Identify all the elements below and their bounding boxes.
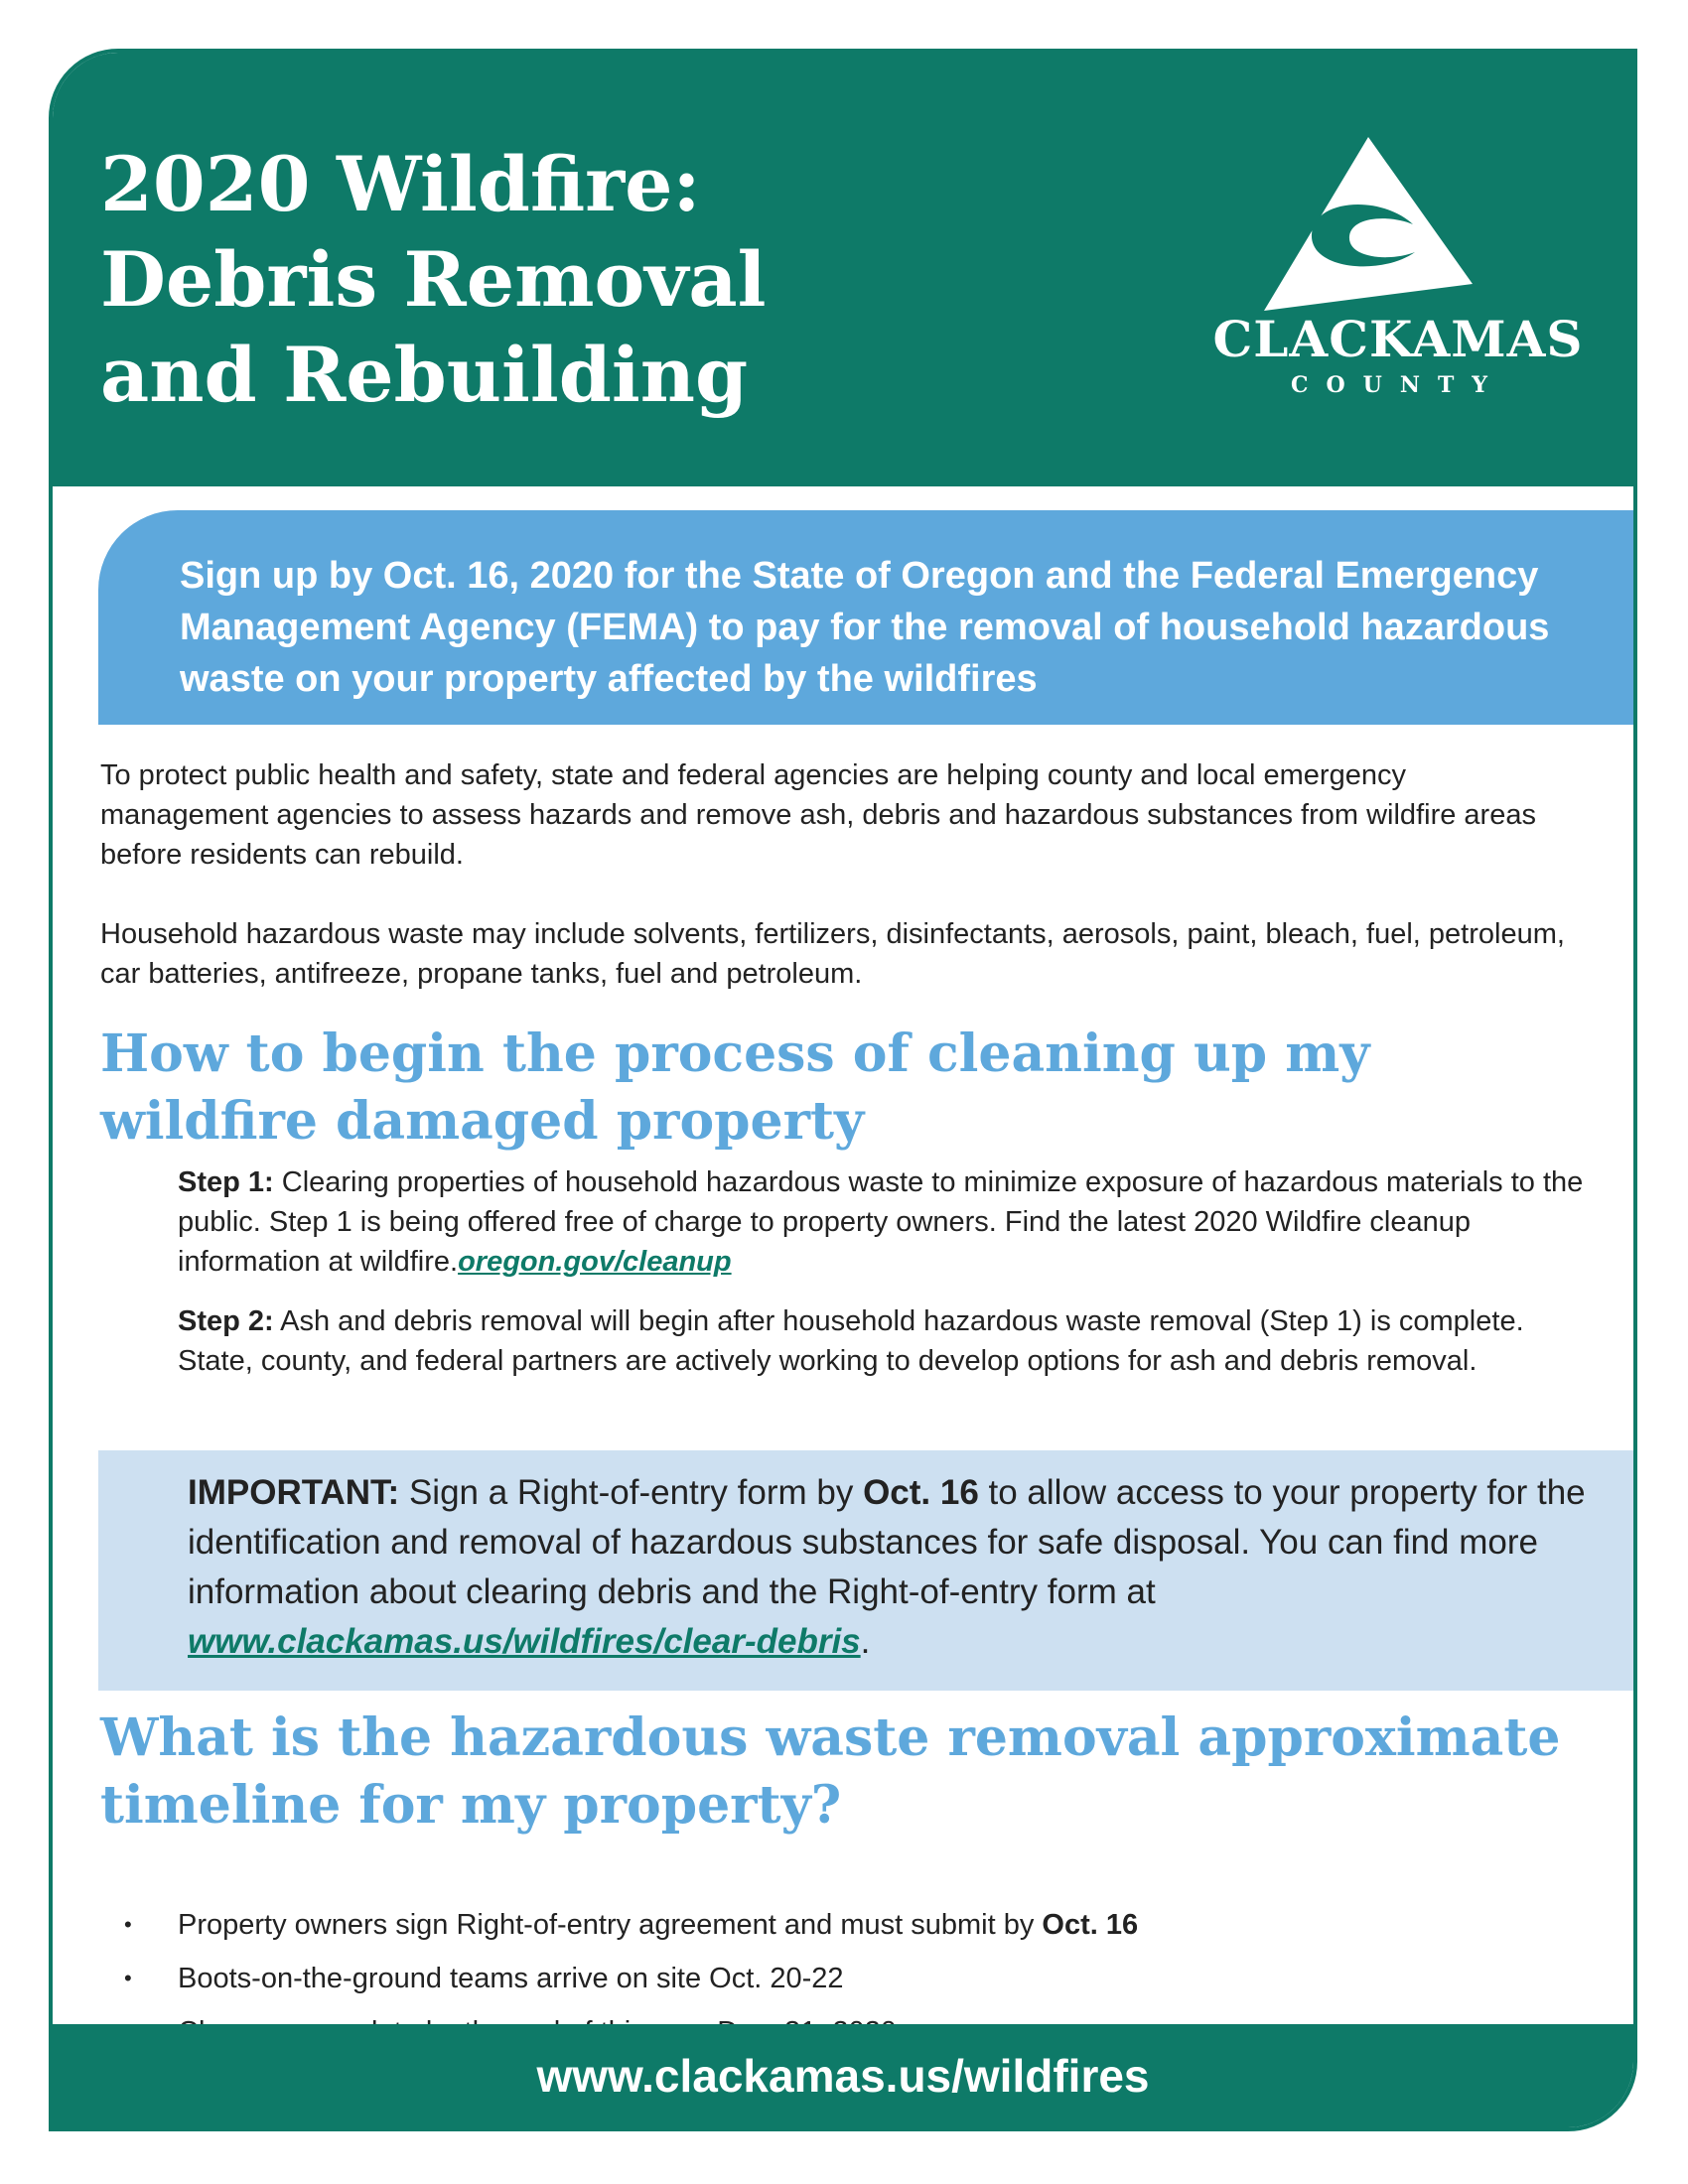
timeline-item-1 (100, 1905, 1570, 1959)
step-1 (178, 1162, 1588, 1282)
header-band (53, 53, 1633, 486)
triangle-logo-icon (1264, 137, 1473, 311)
important-notice-box (98, 1450, 1637, 1691)
clear-debris-link[interactable]: www.clackamas.us/wildfires/clear-debris (188, 1622, 861, 1661)
important-notice-text (188, 1468, 1598, 1667)
intro-paragraph-1: To protect public health and safety, state and federal agencies are helping county and local emergency management agencies to assess hazards and remove ash, debris and hazardous substances from wildfire areas before residents can rebuild. (100, 759, 1536, 871)
important-deadline: Oct. 16 (863, 1473, 979, 1512)
important-end: . (860, 1622, 871, 1661)
section-heading-timeline: What is the hazardous waste removal approximate timeline for my property? (100, 1707, 1561, 1836)
title-line-1: 2020 Wildfire: (100, 140, 701, 228)
bullet-icon: • (124, 1912, 132, 1937)
important-text-after: to allow access to your property for the identification and removal of hazardous substances for safe disposal. You can find more information about clearing debris and the Right-of-entry form at (188, 1473, 1586, 1611)
signup-banner (98, 510, 1637, 725)
step-2 (178, 1301, 1588, 1381)
timeline-item-1-text: Property owners sign Right-of-entry agreement and must submit by (178, 1909, 1043, 1941)
flyer-page (49, 49, 1637, 2131)
logo-name: CLACKAMAS (1212, 310, 1584, 368)
timeline-item-1-date: Oct. 16 (1042, 1909, 1139, 1941)
oregon-cleanup-link[interactable]: oregon.gov/cleanup (458, 1246, 732, 1278)
step-2-label: Step 2: (178, 1305, 274, 1337)
page-title (100, 137, 766, 423)
logo-subtitle: COUNTY (1290, 372, 1506, 398)
section-heading-cleanup-process: How to begin the process of cleaning up my wildfire damaged property (100, 1024, 1370, 1152)
title-line-3: and Rebuilding (100, 331, 749, 419)
footer-website-link[interactable]: www.clackamas.us/wildfires (536, 2050, 1150, 2102)
title-line-2: Debris Removal (100, 235, 767, 324)
signup-banner-text: Sign up by Oct. 16, 2020 for the State of Oregon and the Federal Emergency Management Agency (FEMA) to pay for the removal of household hazardous waste on your property affected by the wildfires (180, 555, 1550, 700)
timeline-item-2-text: Boots-on-the-ground teams arrive on site Oct. 20-22 (178, 1963, 844, 1994)
timeline-item-2 (100, 1959, 1570, 2012)
step-1-label: Step 1: (178, 1166, 274, 1198)
bullet-icon: • (124, 1966, 132, 1990)
footer-band (53, 2024, 1633, 2127)
step-2-text: Ash and debris removal will begin after household hazardous waste removal (Step 1) is complete. State, county, and federal partners are actively working to develop options for ash and debris removal. (178, 1305, 1524, 1377)
intro-paragraph-2: Household hazardous waste may include solvents, fertilizers, disinfectants, aerosols, paint, bleach, fuel, petroleum, car batteries, antifreeze, propane tanks, fuel and petroleum. (100, 918, 1565, 990)
important-text-before: Sign a Right-of-entry form by (399, 1473, 864, 1512)
clackamas-county-logo (1180, 137, 1617, 455)
important-label: IMPORTANT: (188, 1473, 400, 1512)
step-1-text: Clearing properties of household hazardous waste to minimize exposure of hazardous materials to the public. Step 1 is being offered free of charge to property owners. Find the latest 2020 Wildfire cleanup information at wildfire. (178, 1166, 1584, 1278)
